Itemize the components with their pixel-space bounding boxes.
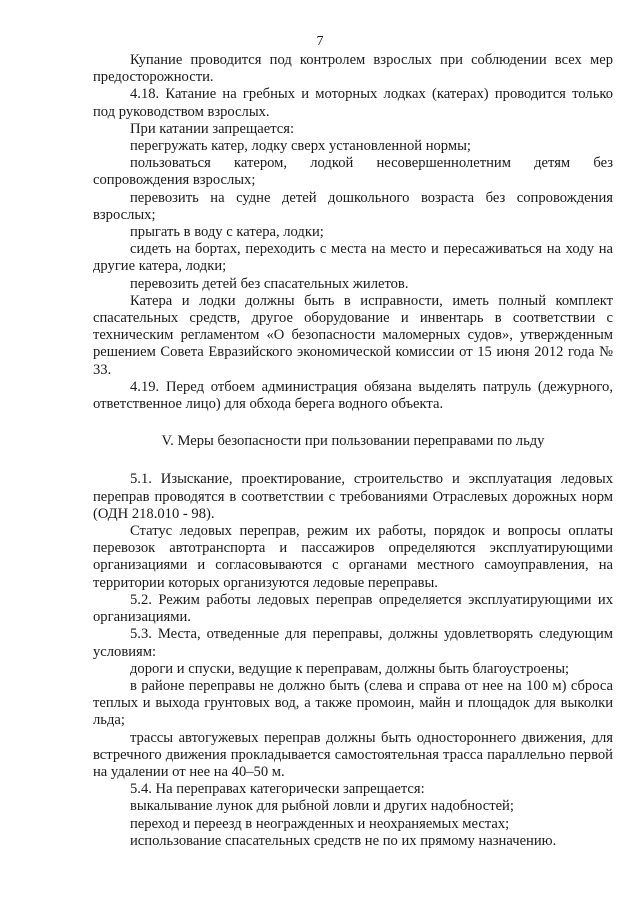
paragraph: дороги и спуски, ведущие к переправам, должны быть благоустроены;	[130, 660, 570, 677]
paragraph: прыгать в воду с катера, лодки;	[130, 224, 324, 241]
paragraph: 4.19. Перед отбоем администрация обязана выделять патруль (дежурного, ответственное лицо) для обхода берега водного объекта.	[93, 378, 613, 413]
paragraph: перевозить на судне детей дошкольного возраста без сопровождения взрослых;	[93, 189, 613, 223]
section-heading: V. Меры безопасности при пользовании переправами по льду	[161, 433, 545, 450]
paragraph: 5.4. На переправах категорически запрещается:	[130, 781, 425, 798]
page-number: 7	[316, 34, 324, 49]
paragraph: трассы автогужевых переправ должны быть одностороннего движения, для встречного движения прокладывается самостоятельная трасса параллельно первой на удалении от нее на 40–50 м.	[93, 729, 613, 780]
paragraph: 4.18. Катание на гребных и моторных лодках (катерах) проводится только под руководством взрослых.	[93, 86, 613, 120]
paragraph: 5.1. Изыскание, проектирование, строительство и эксплуатация ледовых переправ проводятся в соответствии с требованиями Отраслевых дорожных норм (ОДН 218.010 - 98).	[93, 471, 613, 522]
paragraph: переход и переезд в неогражденных и неохраняемых местах;	[130, 815, 510, 832]
paragraph: При катании запрещается:	[130, 120, 295, 137]
paragraph: сидеть на бортах, переходить с места на место и пересаживаться на ходу на другие катера, лодки;	[93, 241, 613, 275]
paragraph: 5.2. Режим работы ледовых переправ определяется эксплуатирующими их организациями.	[93, 591, 613, 626]
paragraph: Статус ледовых переправ, режим их работы, порядок и вопросы оплаты перевозок автотранспорта и пассажиров определяются эксплуатирующими организациями и согласовываются с органами местного самоуправления, на территории которых организуются ледовые переправы.	[93, 523, 613, 591]
document-body	[93, 52, 613, 850]
paragraph: в районе переправы не должно быть (слева и справа от нее на 100 м) сброса теплых и выхода грунтовых вод, а также промоин, майн и площадок для выколки льда;	[93, 677, 613, 729]
paragraph: 5.3. Места, отведенные для переправы, должны удовлетворять следующим условиям:	[93, 626, 613, 660]
paragraph: пользоваться катером, лодкой несовершеннолетним детям без сопровождения взрослых;	[93, 155, 613, 189]
paragraph: перегружать катер, лодку сверх установленной нормы;	[130, 138, 471, 155]
paragraph: использование спасательных средств не по их прямому назначению.	[130, 832, 557, 849]
paragraph: Катера и лодки должны быть в исправности, иметь полный комплект спасательных средств, другое оборудование и инвентарь в соответствии с техническим регламентом «О безопасности маломерных судов», утвержденным решением Совета Евразийского экономической комиссии от 15 июня 2012 года № 33.	[93, 292, 613, 378]
paragraph: перевозить детей без спасательных жилетов.	[130, 275, 409, 292]
paragraph: Купание проводится под контролем взрослых при соблюдении всех мер предосторожности.	[93, 52, 613, 86]
paragraph: выкалывание лунок для рыбной ловли и других надобностей;	[130, 798, 514, 815]
